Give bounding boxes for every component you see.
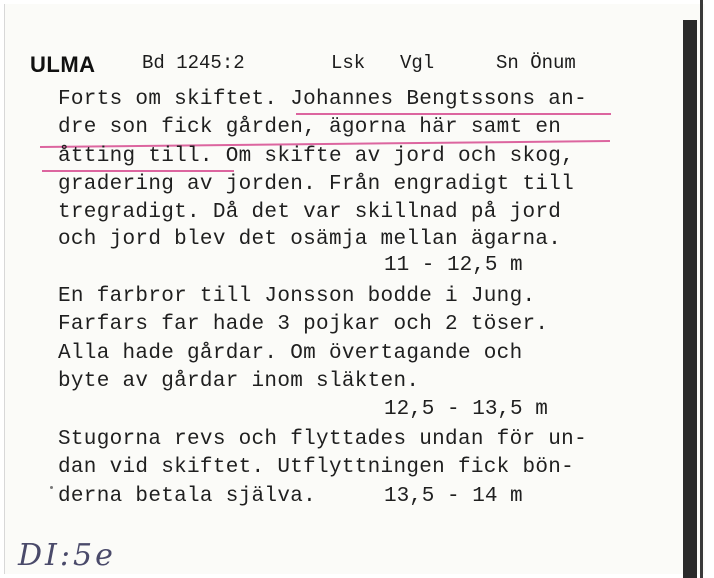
- text-line: och jord blev det osämja mellan ägarna.: [58, 228, 562, 251]
- province-label: Lsk: [331, 52, 366, 74]
- text-line: Farfars far hade 3 pojkar och 2 töser.: [58, 313, 549, 336]
- paper-speck: [50, 486, 53, 489]
- card-edge-line: [700, 0, 703, 578]
- province-code: Vgl: [400, 52, 435, 74]
- text-line: tregradigt. Då det var skillnad på jord: [58, 201, 562, 224]
- text-line: En farbror till Jonsson bodde i Jung.: [58, 285, 536, 308]
- volume-reference: Bd 1245:2: [142, 52, 245, 74]
- text-line: derna betala själva.: [58, 485, 317, 508]
- text-line: gradering av jorden. Från engradigt till: [58, 173, 575, 196]
- recording-range: 11 - 12,5 m: [384, 254, 523, 277]
- card-edge-shadow: [683, 20, 697, 578]
- recording-range: 12,5 - 13,5 m: [384, 398, 548, 421]
- text-line: åtting till. Om skifte av jord och skog,: [58, 145, 575, 168]
- text-line: dre son fick gården, ägorna här samt en: [58, 116, 562, 139]
- text-line: dan vid skiftet. Utflyttningen fick bön-: [58, 456, 575, 479]
- pink-underline: [42, 170, 234, 172]
- text-line: Stugorna revs och flyttades undan för un-: [58, 428, 587, 451]
- handwritten-signum: DI:5e: [18, 538, 116, 573]
- card-header: [0, 52, 680, 82]
- parish-label: Sn Önum: [496, 52, 576, 74]
- pink-underline: [296, 113, 611, 115]
- text-line: byte av gårdar inom släkten.: [58, 370, 420, 393]
- text-line: Alla hade gårdar. Om övertagande och: [58, 342, 523, 365]
- text-line: Forts om skiftet. Johannes Bengtssons an-: [58, 88, 587, 111]
- card-title: ULMA: [30, 52, 96, 77]
- recording-range: 13,5 - 14 m: [384, 485, 523, 508]
